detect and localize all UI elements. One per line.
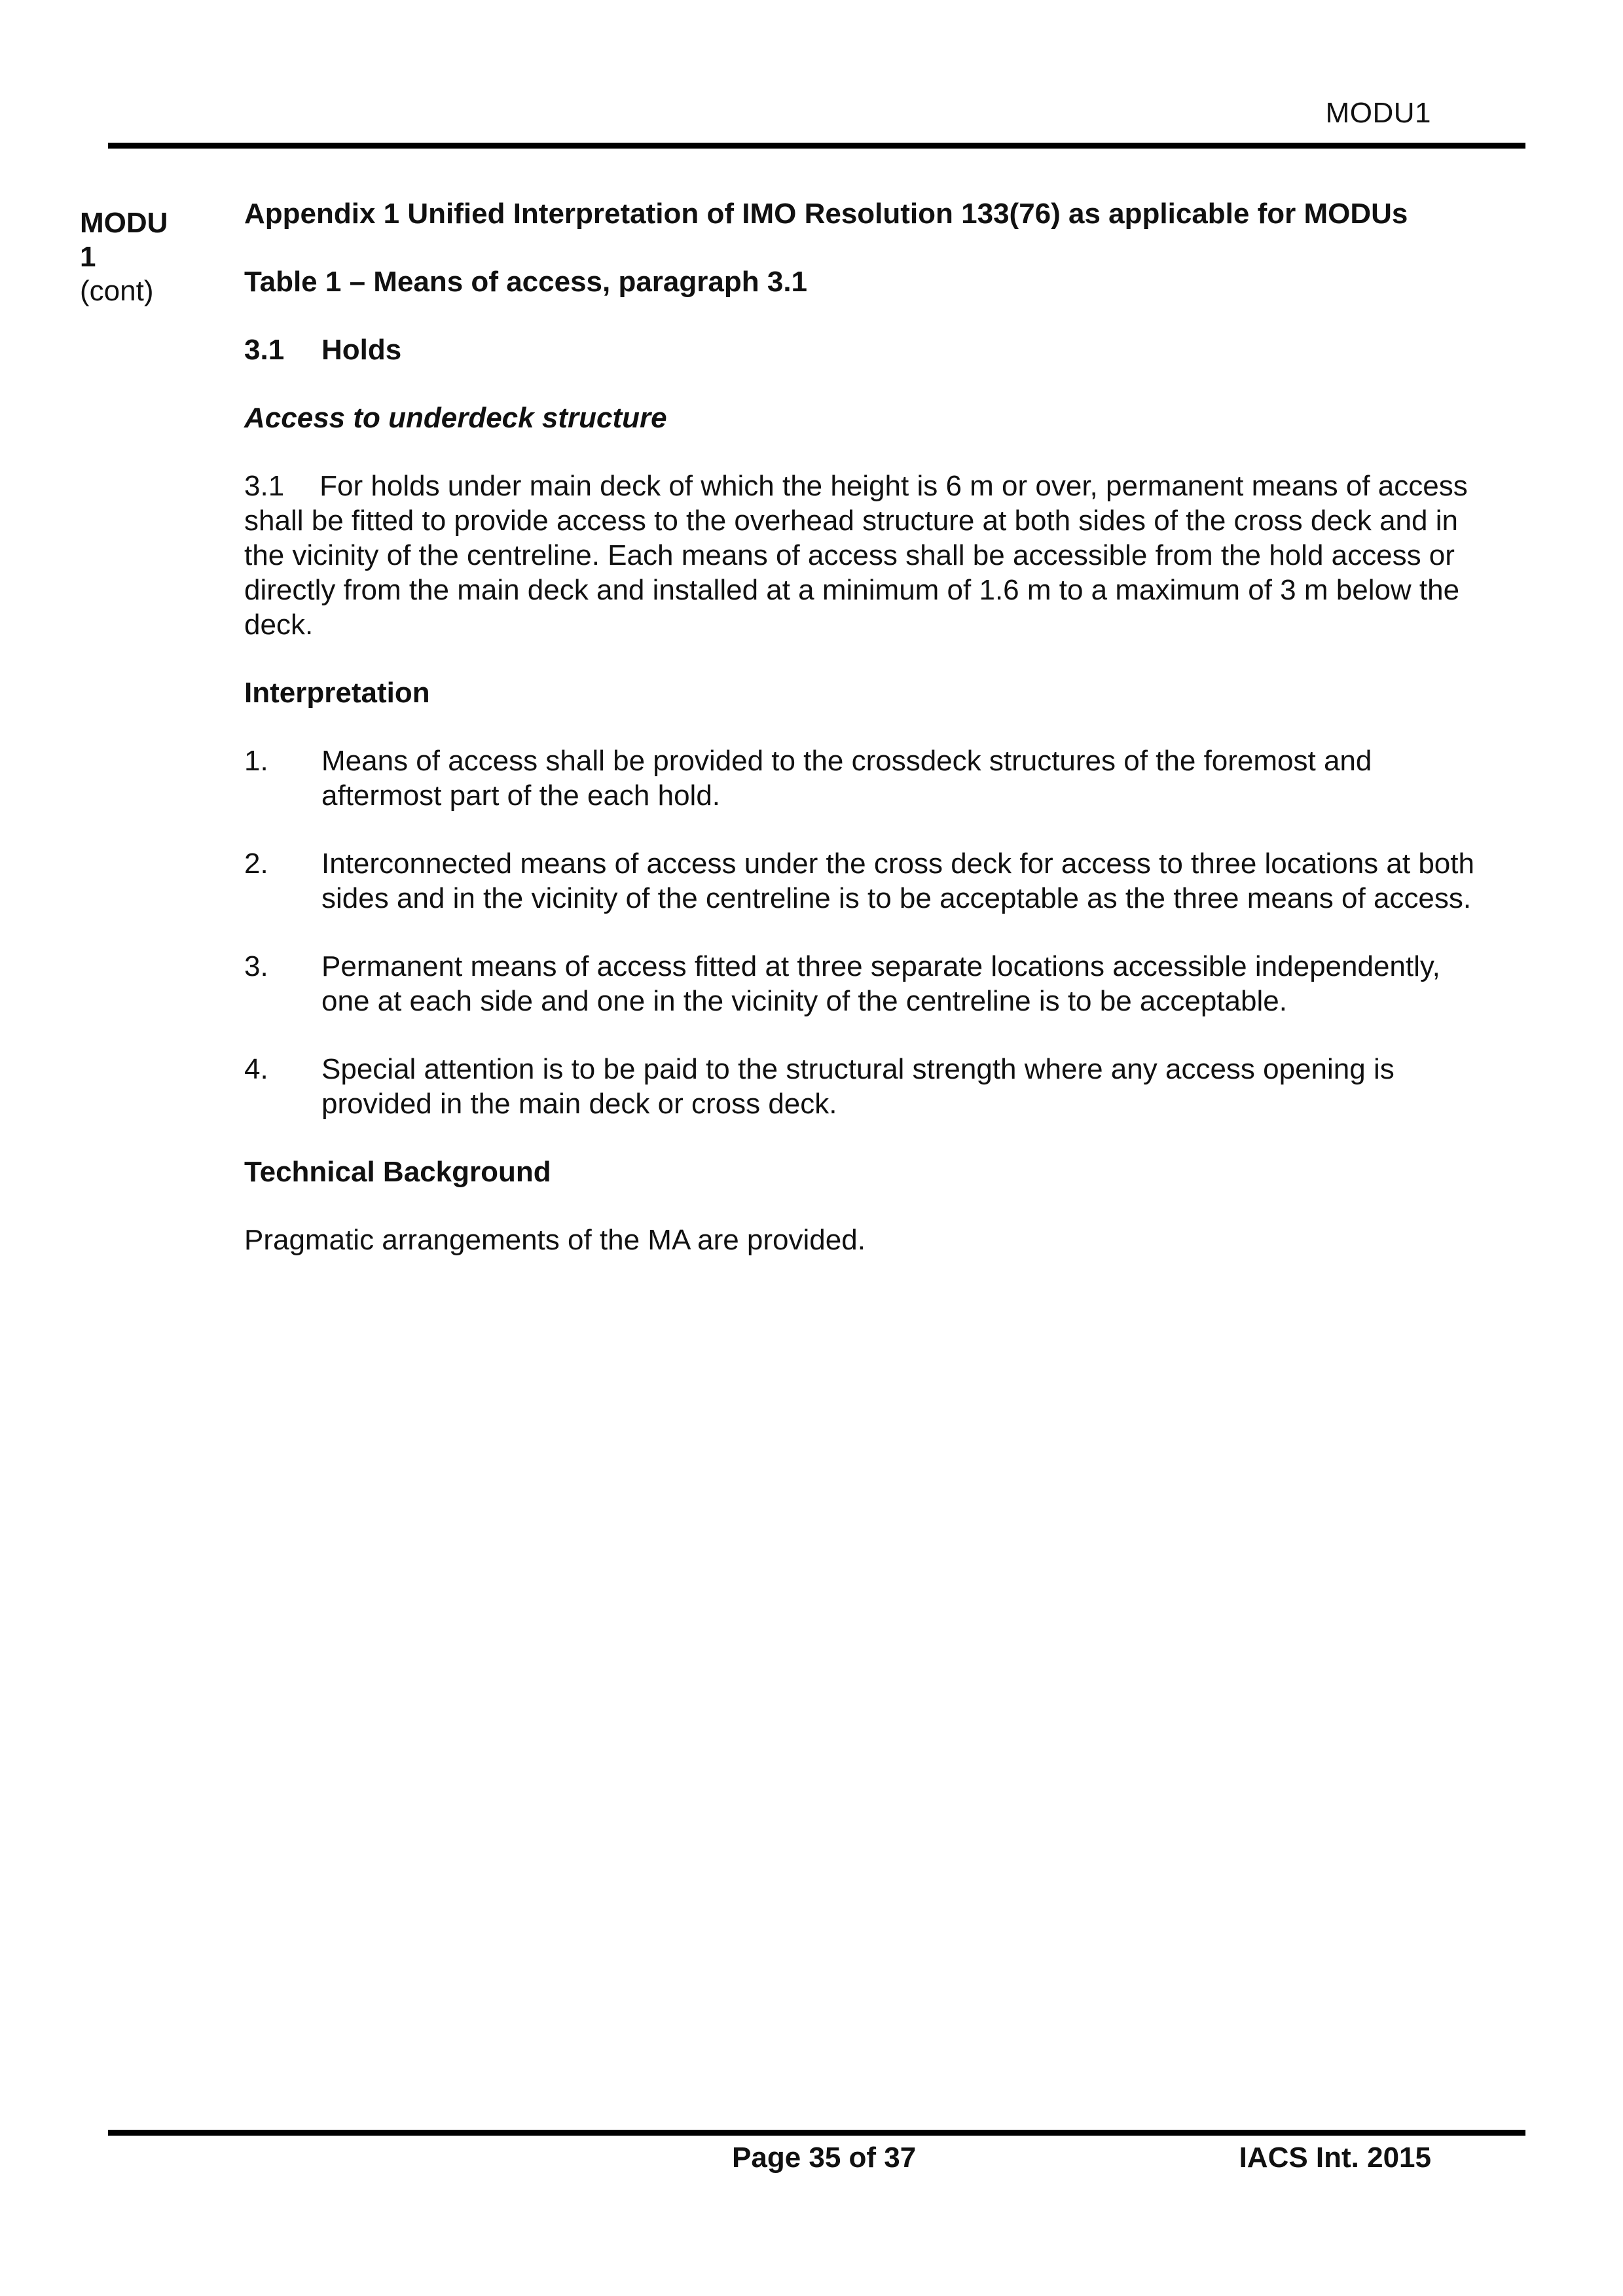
list-item-number: 4. xyxy=(244,1053,268,1085)
regulation-paragraph xyxy=(244,469,1488,642)
footer-page-number: Page 35 of 37 xyxy=(732,2142,917,2174)
list-item-number: 1. xyxy=(244,745,268,777)
list-item xyxy=(244,846,1488,916)
paragraph-number: 3.1 xyxy=(244,470,285,502)
list-item-text: Special attention is to be paid to the structural strength where any access opening is provided in the main deck or cross deck. xyxy=(321,1053,1395,1120)
technical-heading: Technical Background xyxy=(244,1156,551,1188)
list-item-text: Means of access shall be provided to the crossdeck structures of the foremost and aftermost part of the each hold. xyxy=(321,745,1372,812)
list-item-text: Permanent means of access fitted at three separate locations accessible independently, one at each side and one in the vicinity of the centreline is to be acceptable. xyxy=(321,950,1440,1017)
footer-rule xyxy=(108,2130,1525,2136)
section-number: 3.1 xyxy=(244,334,285,366)
main-content xyxy=(244,196,1488,1257)
list-item xyxy=(244,1052,1488,1121)
list-item xyxy=(244,744,1488,813)
list-item-text: Interconnected means of access under the cross deck for access to three locations at both sides and in the vicinity of the centreline is to be acceptable as the three means of access. xyxy=(321,848,1474,914)
table-title: Table 1 – Means of access, paragraph 3.1 xyxy=(244,266,808,298)
interpretation-heading: Interpretation xyxy=(244,677,430,709)
header-code: MODU1 xyxy=(1325,97,1431,129)
list-item-number: 2. xyxy=(244,848,268,880)
side-tag xyxy=(80,206,178,308)
list-item xyxy=(244,949,1488,1018)
interpretation-list xyxy=(244,744,1488,1121)
side-tag-cont: (cont) xyxy=(80,275,154,307)
appendix-title: Appendix 1 Unified Interpretation of IMO Resolution 133(76) as applicable for MODUs xyxy=(244,198,1408,230)
footer-org: IACS Int. 2015 xyxy=(1239,2142,1431,2174)
list-item-number: 3. xyxy=(244,950,268,982)
technical-text: Pragmatic arrangements of the MA are provided. xyxy=(244,1224,866,1256)
subheading: Access to underdeck structure xyxy=(244,402,667,434)
paragraph-text: For holds under main deck of which the height is 6 m or over, permanent means of access shall be fitted to provide access to the overhead structure at both sides of the cross deck and in the vicinity of the centreline. Each means of access shall be accessible from the hold access or directly from the main deck and installed at a minimum of 1.6 m to a maximum of 3 m below the deck. xyxy=(244,470,1468,641)
section-heading xyxy=(244,332,1488,367)
side-tag-code: MODU 1 xyxy=(80,207,168,273)
section-title: Holds xyxy=(321,334,402,366)
header-rule xyxy=(108,143,1525,149)
